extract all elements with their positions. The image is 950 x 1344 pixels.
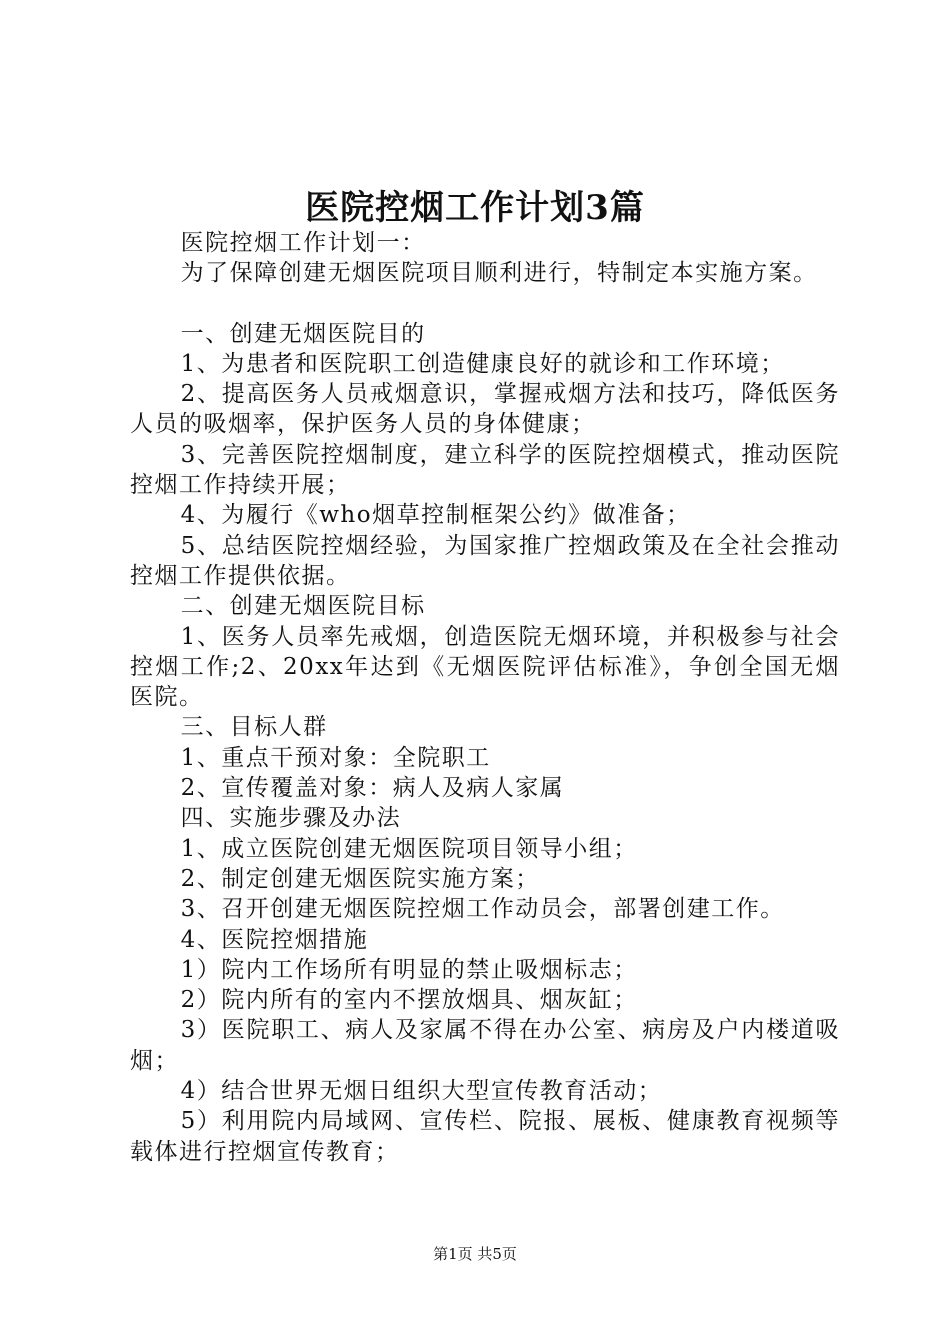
section-heading: 三、目标人群 (180, 714, 328, 741)
paragraph: 为了保障创建无烟医院项目顺利进行，特制定本实施方案。 (180, 260, 818, 287)
paragraph: 2、提高医务人员戒烟意识，掌握戒烟方法和技巧，降低医务人员的吸烟率，保护医务人员的身体健康； (130, 381, 840, 438)
section-heading: 四、实施步骤及办法 (180, 805, 402, 832)
paragraph: 5）利用院内局域网、宣传栏、院报、展板、健康教育视频等载体进行控烟宣传教育； (130, 1108, 840, 1165)
paragraph: 1、成立医院创建无烟医院项目领导小组； (180, 835, 638, 862)
paragraph: 医院控烟工作计划一： (180, 230, 426, 256)
section-heading: 二、创建无烟医院目标 (180, 593, 426, 620)
paragraph: 3、完善医院控烟制度，建立科学的医院控烟模式，推动医院控烟工作持续开展； (130, 441, 840, 499)
paragraph: 2）院内所有的室内不摆放烟具、烟灰缸； (180, 987, 638, 1014)
paragraph: 3、召开创建无烟医院控烟工作动员会，部署创建工作。 (180, 896, 785, 923)
page-footer: 第1页 共5页 (433, 1245, 517, 1263)
paragraph: 2、制定创建无烟医院实施方案； (180, 865, 540, 892)
paragraph: 4）结合世界无烟日组织大型宣传教育活动； (180, 1078, 663, 1105)
paragraph: 1、为患者和医院职工创造健康良好的就诊和工作环境； (180, 350, 785, 377)
section-heading: 一、创建无烟医院目的 (180, 320, 426, 347)
paragraph: 1、重点干预对象：全院职工 (180, 744, 491, 771)
paragraph: 2、宣传覆盖对象：病人及病人家属 (180, 775, 565, 802)
blank-line (130, 289, 840, 319)
paragraph: 1、医务人员率先戒烟，创造医院无烟环境，并积极参与社会控烟工作;2、20xx年达到《无烟医院评估标准》，争创全国无烟医院。 (130, 623, 840, 711)
paragraph: 4、医院控烟措施 (180, 926, 369, 953)
document-body (130, 228, 840, 1167)
paragraph: 5、总结医院控烟经验，为国家推广控烟政策及在全社会推动控烟工作提供依据。 (130, 532, 840, 589)
paragraph: 1）院内工作场所有明显的禁止吸烟标志； (180, 956, 638, 983)
paragraph: 3）医院职工、病人及家属不得在办公室、病房及户内楼道吸烟； (130, 1017, 840, 1074)
document-title: 医院控烟工作计划3篇 (305, 188, 645, 228)
paragraph: 4、为履行《who烟草控制框架公约》做准备； (180, 502, 691, 529)
